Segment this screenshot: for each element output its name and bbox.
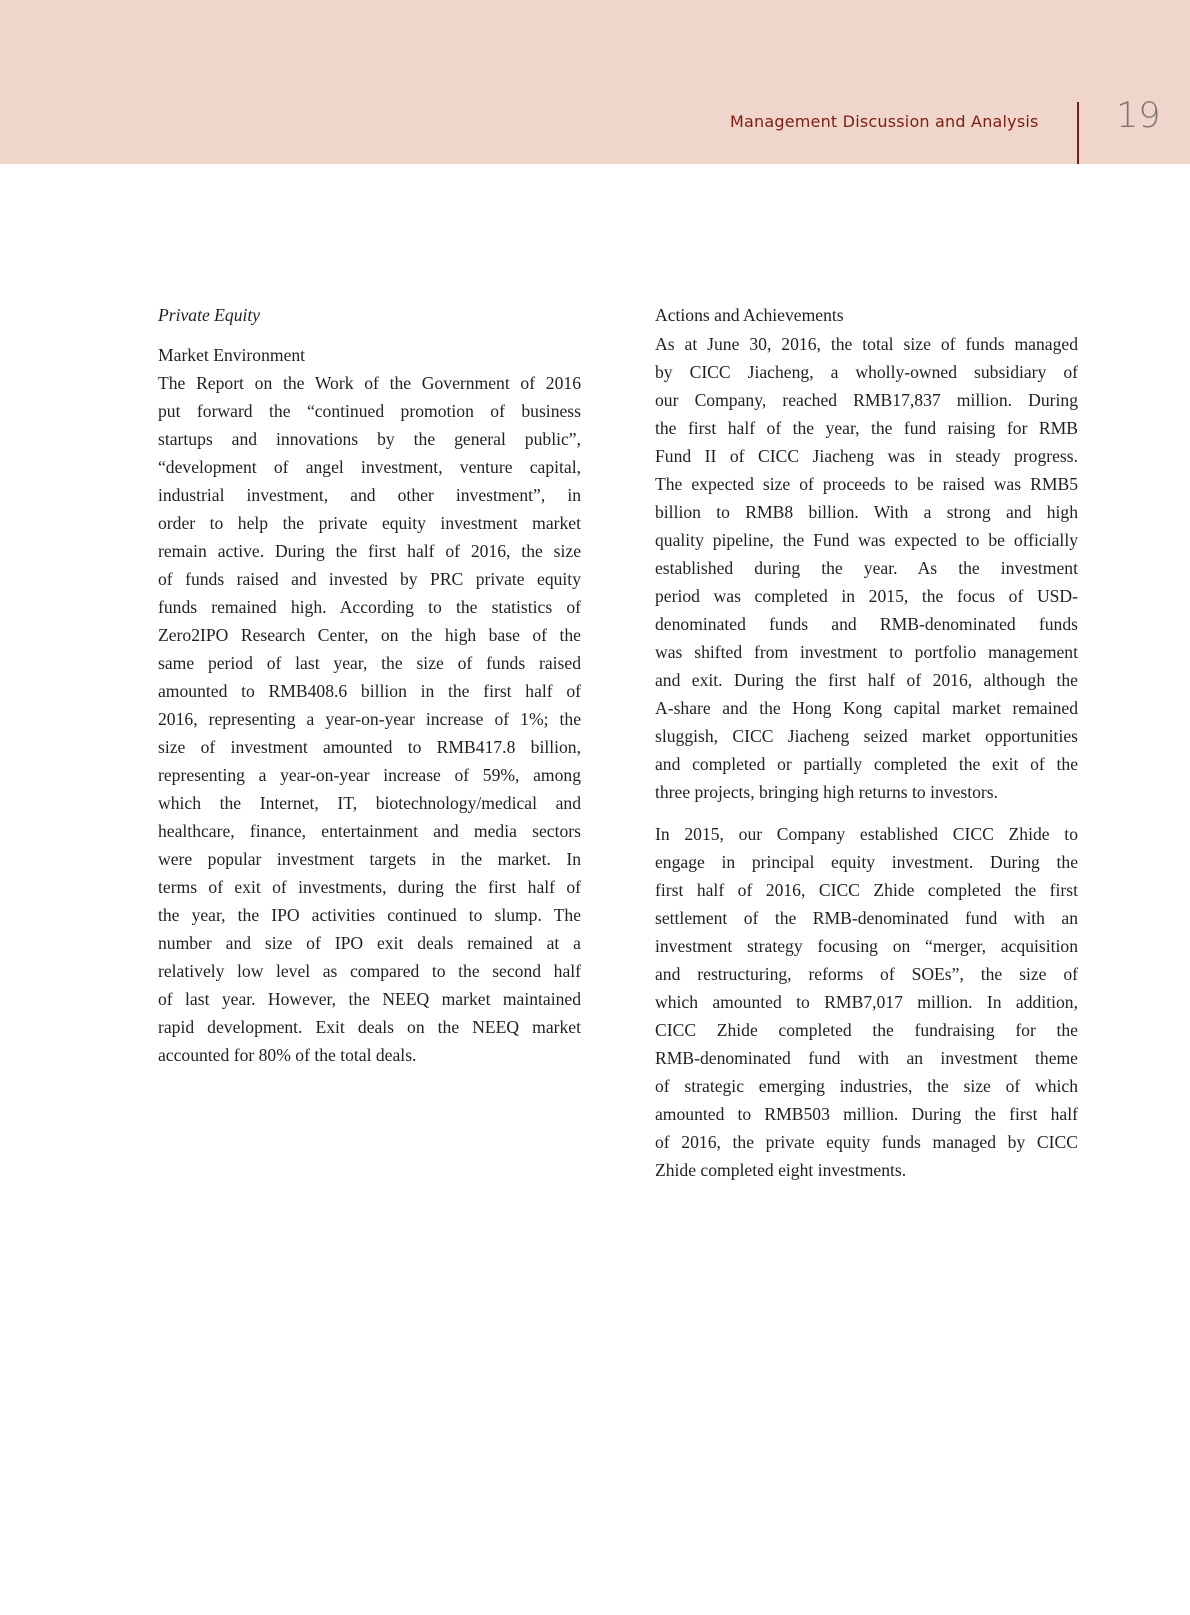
text-line: was shifted from investment to portfolio management: [655, 642, 1078, 662]
text-line: industrial investment, and other investment”, in: [158, 485, 581, 505]
text-line: quality pipeline, the Fund was expected to be officially: [655, 530, 1078, 550]
running-header-title: Management Discussion and Analysis: [730, 112, 1039, 131]
text-line: by CICC Jiacheng, a wholly-owned subsidiary of: [655, 362, 1078, 382]
text-line: startups and innovations by the general public”,: [158, 429, 581, 449]
text-line: “development of angel investment, venture capital,: [158, 457, 581, 477]
text-line: Fund II of CICC Jiacheng was in steady progress.: [655, 446, 1078, 466]
text-line: of funds raised and invested by PRC private equity: [158, 569, 581, 589]
text-line: put forward the “continued promotion of business: [158, 401, 581, 421]
subheading-actions-achievements: Actions and Achievements: [655, 305, 844, 325]
text-line: terms of exit of investments, during the first half of: [158, 877, 581, 897]
text-line: amounted to RMB408.6 billion in the first half of: [158, 681, 581, 701]
text-line: same period of last year, the size of funds raised: [158, 653, 581, 673]
text-line: the first half of the year, the fund raising for RMB: [655, 418, 1078, 438]
text-line: denominated funds and RMB-denominated funds: [655, 614, 1078, 634]
text-line: our Company, reached RMB17,837 million. During: [655, 390, 1078, 410]
text-line: established during the year. As the investment: [655, 558, 1078, 578]
text-line: In 2015, our Company established CICC Zhide to: [655, 824, 1078, 844]
header-divider: [1077, 102, 1079, 164]
text-line: Zhide completed eight investments.: [655, 1160, 907, 1180]
text-line: rapid development. Exit deals on the NEEQ market: [158, 1017, 581, 1037]
text-line: period was completed in 2015, the focus of USD-: [655, 586, 1078, 606]
text-line: Zero2IPO Research Center, on the high base of the: [158, 625, 581, 645]
text-line: which the Internet, IT, biotechnology/medical and: [158, 793, 581, 813]
text-line: which amounted to RMB7,017 million. In addition,: [655, 992, 1078, 1012]
text-line: order to help the private equity investment market: [158, 513, 581, 533]
text-line: funds remained high. According to the statistics of: [158, 597, 581, 617]
text-line: settlement of the RMB-denominated fund with an: [655, 908, 1078, 928]
actions-paragraph-2: [655, 820, 1078, 1184]
text-line: RMB-denominated fund with an investment theme: [655, 1048, 1078, 1068]
header-band: [0, 0, 1190, 164]
section-heading-private-equity: Private Equity: [158, 305, 261, 325]
text-line: of strategic emerging industries, the size of which: [655, 1076, 1078, 1096]
text-line: As at June 30, 2016, the total size of funds managed: [655, 334, 1078, 354]
text-line: representing a year-on-year increase of 59%, among: [158, 765, 581, 785]
text-line: of last year. However, the NEEQ market maintained: [158, 989, 581, 1009]
text-line: relatively low level as compared to the second half: [158, 961, 581, 981]
text-line: amounted to RMB503 million. During the first half: [655, 1104, 1078, 1124]
text-line: The Report on the Work of the Government of 2016: [158, 373, 581, 393]
text-line: remain active. During the first half of 2016, the size: [158, 541, 581, 561]
page-number: 19: [1116, 96, 1161, 136]
subheading-market-environment: Market Environment: [158, 345, 306, 365]
text-line: first half of 2016, CICC Zhide completed the first: [655, 880, 1078, 900]
text-line: investment strategy focusing on “merger, acquisition: [655, 936, 1078, 956]
actions-paragraph-1: [655, 330, 1078, 806]
text-line: and restructuring, reforms of SOEs”, the size of: [655, 964, 1078, 984]
text-line: A-share and the Hong Kong capital market remained: [655, 698, 1078, 718]
text-line: of 2016, the private equity funds managed by CICC: [655, 1132, 1078, 1152]
text-line: size of investment amounted to RMB417.8 billion,: [158, 737, 581, 757]
text-line: and completed or partially completed the exit of the: [655, 754, 1078, 774]
text-line: the year, the IPO activities continued to slump. The: [158, 905, 581, 925]
text-line: CICC Zhide completed the fundraising for the: [655, 1020, 1078, 1040]
text-line: sluggish, CICC Jiacheng seized market opportunities: [655, 726, 1078, 746]
text-line: healthcare, finance, entertainment and media sectors: [158, 821, 581, 841]
text-line: engage in principal equity investment. During the: [655, 852, 1078, 872]
text-line: three projects, bringing high returns to investors.: [655, 782, 999, 802]
text-line: billion to RMB8 billion. With a strong and high: [655, 502, 1078, 522]
text-line: The expected size of proceeds to be raised was RMB5: [655, 474, 1078, 494]
market-environment-paragraph: [158, 369, 581, 1069]
text-line: and exit. During the first half of 2016, although the: [655, 670, 1078, 690]
text-line: were popular investment targets in the market. In: [158, 849, 581, 869]
text-line: number and size of IPO exit deals remained at a: [158, 933, 581, 953]
text-line: 2016, representing a year-on-year increase of 1%; the: [158, 709, 581, 729]
text-line: accounted for 80% of the total deals.: [158, 1045, 417, 1065]
